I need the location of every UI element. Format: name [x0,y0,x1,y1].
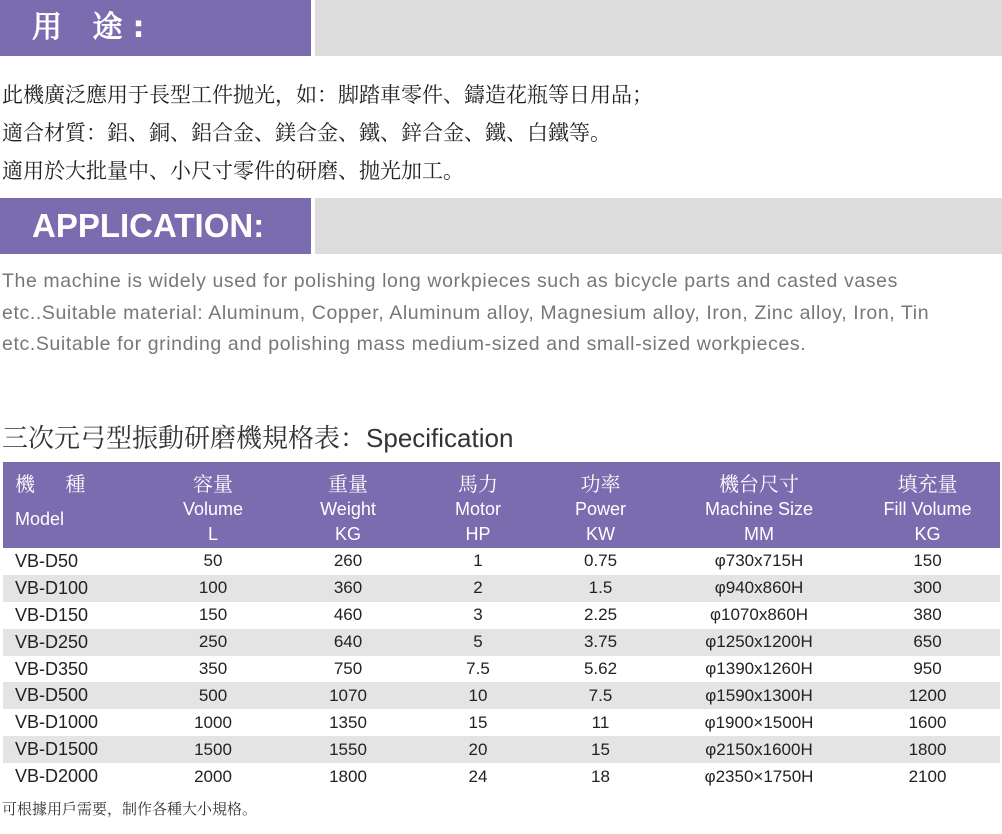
header-motor: 馬力 Motor HP [418,462,538,548]
cell-machine-size: φ1590x1300H [663,682,855,709]
cell-weight: 1070 [278,682,418,709]
usage-heading-rule [315,0,1002,56]
cell-power: 18 [538,763,663,790]
cell-machine-size: φ1390x1260H [663,656,855,683]
cell-volume: 1000 [148,709,278,736]
cell-weight: 260 [278,548,418,575]
cell-fill-volume: 2100 [855,763,1000,790]
table-row [3,763,1000,790]
cell-motor: 1 [418,548,538,575]
cell-volume: 50 [148,548,278,575]
cell-weight: 640 [278,629,418,656]
table-row [3,736,1000,763]
cell-fill-volume: 650 [855,629,1000,656]
cell-motor: 20 [418,736,538,763]
cell-machine-size: φ1900×1500H [663,709,855,736]
cell-motor: 2 [418,575,538,602]
cell-fill-volume: 1800 [855,736,1000,763]
header-power: 功率 Power KW [538,462,663,548]
cell-machine-size: φ1250x1200H [663,629,855,656]
cell-fill-volume: 150 [855,548,1000,575]
cell-weight: 360 [278,575,418,602]
cell-model: VB-D1000 [3,709,148,736]
table-row [3,709,1000,736]
cell-weight: 1350 [278,709,418,736]
footnote: 可根據用戶需要，制作各種大小規格。 [2,800,258,818]
cell-power: 15 [538,736,663,763]
spec-title-cn: 三次元弓型振動研磨機規格表： [2,424,367,454]
usage-line: 此機廣泛應用于長型工件抛光，如：脚踏車零件、鑄造花瓶等日用品； [2,83,653,107]
cell-model: VB-D150 [3,602,148,629]
cell-motor: 15 [418,709,538,736]
header-weight: 重量 Weight KG [278,462,418,548]
table-row [3,602,1000,629]
cell-weight: 750 [278,656,418,683]
application-heading-rule [315,198,1002,254]
usage-line: 適合材質：鋁、銅、鋁合金、鎂合金、鐵、鋅合金、鐵、白鐵等。 [2,121,611,145]
cell-weight: 1550 [278,736,418,763]
cell-model: VB-D50 [3,548,148,575]
cell-fill-volume: 950 [855,656,1000,683]
spec-title [2,418,513,455]
application-description: The machine is widely used for polishing long workpieces such as bicycle parts and casted vases etc..Suitable material: Aluminum, Copper, Aluminum alloy, Magnesium alloy, Iron, Zinc alloy, Iron, Tin etc.Suitable for grinding and polishing mass medium-sized and small-sized workpieces. [2,270,930,355]
application-heading: APPLICATION: [32,207,265,244]
cell-power: 1.5 [538,575,663,602]
usage-heading: 用 途: [32,10,155,45]
usage-line: 適用於大批量中、小尺寸零件的研磨、抛光加工。 [2,159,464,183]
cell-power: 7.5 [538,682,663,709]
header-fill-volume: 填充量 Fill Volume KG [855,462,1000,548]
cell-motor: 7.5 [418,656,538,683]
spec-title-en: Specification [366,423,514,453]
cell-volume: 350 [148,656,278,683]
table-row [3,656,1000,683]
header-machine-size: 機台尺寸 Machine Size MM [663,462,855,548]
cell-machine-size: φ2150x1600H [663,736,855,763]
cell-model: VB-D2000 [3,763,148,790]
cell-model: VB-D100 [3,575,148,602]
cell-power: 11 [538,709,663,736]
cell-volume: 150 [148,602,278,629]
usage-section-bar [0,0,1002,56]
cell-fill-volume: 300 [855,575,1000,602]
cell-power: 5.62 [538,656,663,683]
table-row [3,548,1000,575]
cell-weight: 1800 [278,763,418,790]
cell-volume: 100 [148,575,278,602]
cell-machine-size: φ2350×1750H [663,763,855,790]
cell-volume: 2000 [148,763,278,790]
usage-description [2,76,653,190]
spec-table-header [3,462,1000,548]
cell-motor: 24 [418,763,538,790]
cell-model: VB-D250 [3,629,148,656]
cell-motor: 5 [418,629,538,656]
spec-table [3,462,1000,790]
cell-fill-volume: 1200 [855,682,1000,709]
cell-model: VB-D1500 [3,736,148,763]
cell-motor: 10 [418,682,538,709]
cell-machine-size: φ1070x860H [663,602,855,629]
table-row [3,575,1000,602]
header-volume: 容量 Volume L [148,462,278,548]
cell-volume: 250 [148,629,278,656]
cell-model: VB-D350 [3,656,148,683]
cell-weight: 460 [278,602,418,629]
cell-fill-volume: 380 [855,602,1000,629]
application-section-bar [0,198,1002,254]
cell-volume: 500 [148,682,278,709]
table-row [3,629,1000,656]
cell-machine-size: φ730x715H [663,548,855,575]
cell-power: 3.75 [538,629,663,656]
cell-power: 2.25 [538,602,663,629]
cell-power: 0.75 [538,548,663,575]
cell-machine-size: φ940x860H [663,575,855,602]
cell-model: VB-D500 [3,682,148,709]
cell-motor: 3 [418,602,538,629]
cell-fill-volume: 1600 [855,709,1000,736]
header-model: 機 種 Model [3,462,148,548]
table-row [3,682,1000,709]
cell-volume: 1500 [148,736,278,763]
